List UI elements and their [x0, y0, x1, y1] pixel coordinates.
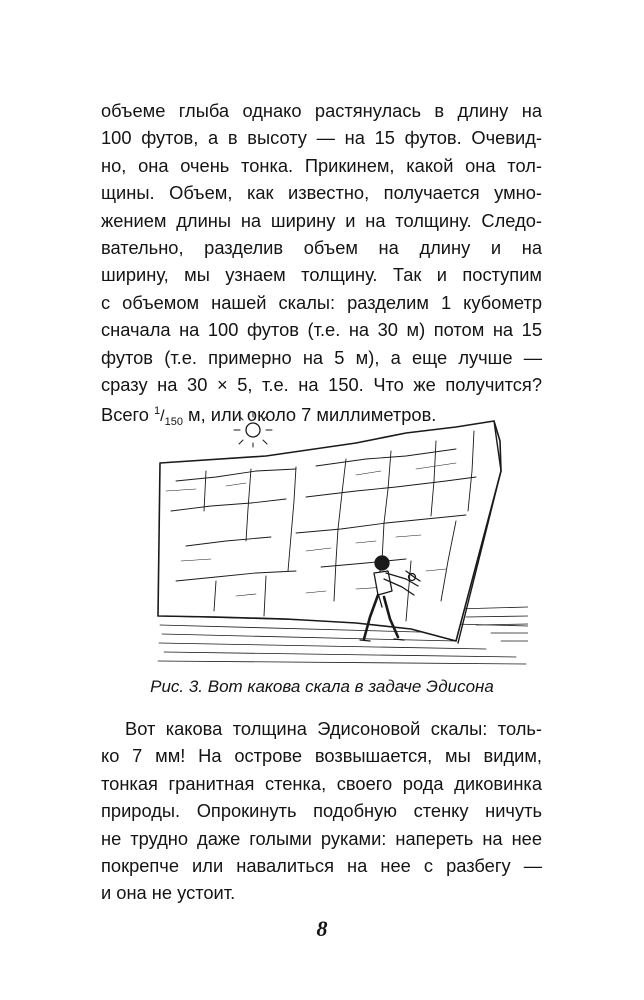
rock-wall-illustration	[156, 411, 528, 666]
text-line: ко 7 мм! На острове возвышается, мы видим,	[101, 745, 542, 767]
figure-caption: Рис. 3. Вот какова скала в задаче Эдисона	[150, 677, 494, 696]
text-line: футов (т.е. примерно на 5 м), а еще лучше —	[101, 346, 542, 368]
text-line: жением длины на ширину и на толщину. Следо-	[101, 209, 542, 231]
paragraph-2	[101, 715, 542, 907]
text-line: не трудно даже голыми руками: напереть на нее	[101, 827, 542, 849]
text-line: объеме глыба однако растянулась в длину на	[101, 100, 542, 121]
text-line: вательно, разделив объем на длину и на	[101, 237, 542, 259]
text-line: тонкая гранитная стенка, своего рода диковинка	[101, 772, 542, 794]
text-line: Вот какова толщина Эдисоновой скалы: толь-	[125, 718, 542, 739]
text-fragment: Всего	[101, 404, 155, 426]
rock-wall-outline	[158, 421, 501, 641]
fraction-numerator: 1	[154, 405, 161, 418]
text-line: с объемом нашей скалы: разделим 1 кубометр	[101, 291, 542, 313]
text-line: природы. Опрокинуть подобную стенку ничуть	[101, 800, 542, 822]
text-line: и она не устоит.	[101, 882, 236, 904]
text-line: сразу на 30 × 5, т.е. на 150. Что же получится?	[101, 374, 542, 396]
fraction-denominator: 150	[164, 416, 183, 429]
text-line: ширину, мы узнаем толщину. Так и поступим	[101, 264, 542, 286]
text-line: щины. Объем, как известно, получается умно-	[101, 182, 542, 204]
text-line: покрепче или навалиться на нее с разбегу —	[101, 855, 542, 877]
text-line: сначала на 100 футов (т.е. на 30 м) потом на 15	[101, 319, 542, 341]
text-line: но, она очень тонка. Прикинем, какой она тол-	[101, 154, 542, 176]
page-number: 8	[316, 916, 328, 941]
sun-icon	[234, 413, 272, 447]
paragraph-1	[101, 97, 542, 437]
fraction-slash: /	[160, 408, 165, 426]
text-line: 100 футов, а в высоту — на 15 футов. Очевид-	[101, 127, 542, 149]
text-fragment: м, или около 7 миллиметров.	[182, 404, 437, 426]
